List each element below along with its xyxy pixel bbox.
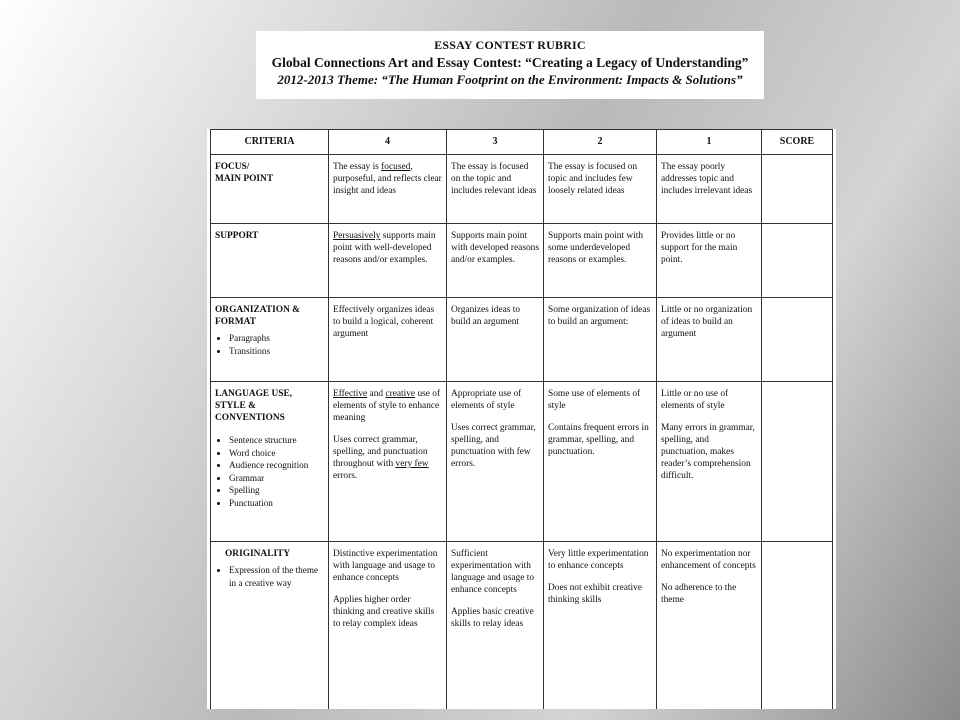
originality-2-para1: Very little experimentation to enhance concepts <box>548 549 649 571</box>
bullet-sentence-structure: • Sentence structure <box>229 434 324 447</box>
bullet-punctuation: • Punctuation <box>229 497 324 510</box>
language-1-para2: Many errors in grammar, spelling, and punctuation, makes reader’s comprehension difficult. <box>661 423 755 481</box>
criteria-focus <box>211 155 329 224</box>
rubric-header <box>256 31 764 99</box>
rubric-table <box>210 129 833 709</box>
language-4-para1 <box>333 388 442 424</box>
organization-level-2: Some organization of ideas to build an argument: <box>544 298 657 382</box>
organization-level-4: Effectively organizes ideas to build a logical, coherent argument <box>329 298 447 382</box>
originality-4-para1: Distinctive experimentation with language and usage to enhance concepts <box>333 549 438 583</box>
header-score: SCORE <box>762 130 833 155</box>
language-3-para1: Appropriate use of elements of style <box>451 389 522 411</box>
organization-score-cell <box>762 298 833 382</box>
bullet-word-choice: • Word choice <box>229 447 324 460</box>
originality-3-para1: Sufficient experimentation with language and usage to enhance concepts <box>451 549 535 595</box>
row-originality <box>211 542 833 710</box>
row-focus <box>211 155 833 224</box>
originality-level-3 <box>447 542 544 710</box>
criteria-organization <box>211 298 329 382</box>
language-4-rest: use of elements of style to enhance meaning <box>333 389 441 423</box>
focus-level-1: The essay poorly addresses topic and includes irrelevant ideas <box>657 155 762 224</box>
criteria-org-line1: ORGANIZATION & <box>215 305 300 315</box>
header-score-3: 3 <box>447 130 544 155</box>
theme-line: 2012-2013 Theme: “The Human Footprint on the Environment: Impacts & Solutions” <box>277 72 743 87</box>
language-1-para1: Little or no use of elements of style <box>661 389 729 411</box>
bullet-transitions: • Transitions <box>229 345 324 358</box>
language-4-para2 <box>333 434 442 482</box>
originality-1-para2: No adherence to the theme <box>661 583 737 605</box>
language-4-and: and <box>367 389 386 399</box>
originality-3-para2: Applies basic creative skills to relay ideas <box>451 607 534 629</box>
focus-score-cell <box>762 155 833 224</box>
support-level-1: Provides little or no support for the main point. <box>657 224 762 298</box>
bullet-audience-recognition: • Audience recognition <box>229 459 324 472</box>
contest-subtitle: Global Connections Art and Essay Contest: “Creating a Legacy of Understanding” <box>271 55 749 70</box>
support-4-underlined: Persuasively <box>333 231 381 241</box>
focus-4-underlined: focused <box>381 162 411 172</box>
header-score-2: 2 <box>544 130 657 155</box>
language-4-very-few: very few <box>395 459 429 469</box>
organization-level-1: Little or no organization of ideas to build an argument <box>657 298 762 382</box>
language-level-1 <box>657 382 762 542</box>
language-4-p2b: errors. <box>333 471 358 481</box>
support-level-4 <box>329 224 447 298</box>
criteria-originality <box>211 542 329 710</box>
criteria-lang-line3: CONVENTIONS <box>215 413 285 423</box>
language-2-para1: Some use of elements of style <box>548 389 641 411</box>
language-level-2 <box>544 382 657 542</box>
support-level-2: Supports main point with some underdeveloped reasons or examples. <box>544 224 657 298</box>
criteria-lang-line1: LANGUAGE USE, <box>215 389 293 399</box>
originality-4-para2: Applies higher order thinking and creative skills to relay complex ideas <box>333 595 435 629</box>
row-organization <box>211 298 833 382</box>
header-criteria: CRITERIA <box>211 130 329 155</box>
support-4-text: supports main point with well-developed reasons and/or examples. <box>333 231 436 265</box>
bullet-paragraphs: • Paragraphs <box>229 332 324 345</box>
focus-level-4 <box>329 155 447 224</box>
language-4-p2a: Uses correct grammar, spelling, and punctuation throughout with <box>333 435 428 469</box>
bullet-expression-of-theme: • Expression of the theme in a creative way <box>229 564 324 589</box>
header-score-1: 1 <box>657 130 762 155</box>
support-level-3: Supports main point with developed reasons and/or examples. <box>447 224 544 298</box>
focus-level-2: The essay is focused on topic and includes few loosely related ideas <box>544 155 657 224</box>
originality-1-para1: No experimentation nor enhancement of concepts <box>661 549 756 571</box>
header-row <box>211 130 833 155</box>
language-level-3 <box>447 382 544 542</box>
criteria-lang-line2: STYLE & <box>215 401 256 411</box>
language-2-para2: Contains frequent errors in grammar, spelling, and punctuation. <box>548 423 649 457</box>
originality-level-4 <box>329 542 447 710</box>
originality-2-para2: Does not exhibit creative thinking skills <box>548 583 642 605</box>
originality-score-cell <box>762 542 833 710</box>
focus-4-text-b: , purposeful, and reflects clear insight and ideas <box>333 162 442 196</box>
organization-bullets <box>215 332 324 357</box>
header-score-4: 4 <box>329 130 447 155</box>
language-3-para2: Uses correct grammar, spelling, and punctuation with few errors. <box>451 423 536 469</box>
focus-level-3: The essay is focused on the topic and includes relevant ideas <box>447 155 544 224</box>
organization-level-3: Organizes ideas to build an argument <box>447 298 544 382</box>
rubric-title: ESSAY CONTEST RUBRIC <box>434 38 586 52</box>
language-score-cell <box>762 382 833 542</box>
row-language <box>211 382 833 542</box>
criteria-language <box>211 382 329 542</box>
row-support <box>211 224 833 298</box>
criteria-originality-title: ORIGINALITY <box>225 549 291 559</box>
rubric-sheet <box>207 129 836 709</box>
focus-4-text-a: The essay is <box>333 162 382 172</box>
language-4-effective: Effective <box>333 389 368 399</box>
language-4-creative: creative <box>385 389 416 399</box>
bullet-spelling: • Spelling <box>229 484 324 497</box>
language-level-4 <box>329 382 447 542</box>
originality-bullets <box>215 564 324 589</box>
criteria-org-line2: FORMAT <box>215 317 256 327</box>
support-score-cell <box>762 224 833 298</box>
criteria-support: SUPPORT <box>211 224 329 298</box>
criteria-focus-line2: MAIN POINT <box>215 174 274 184</box>
criteria-focus-line1: FOCUS/ <box>215 162 250 172</box>
originality-level-2 <box>544 542 657 710</box>
language-bullets <box>215 434 324 509</box>
bullet-grammar: • Grammar <box>229 472 324 485</box>
originality-level-1 <box>657 542 762 710</box>
